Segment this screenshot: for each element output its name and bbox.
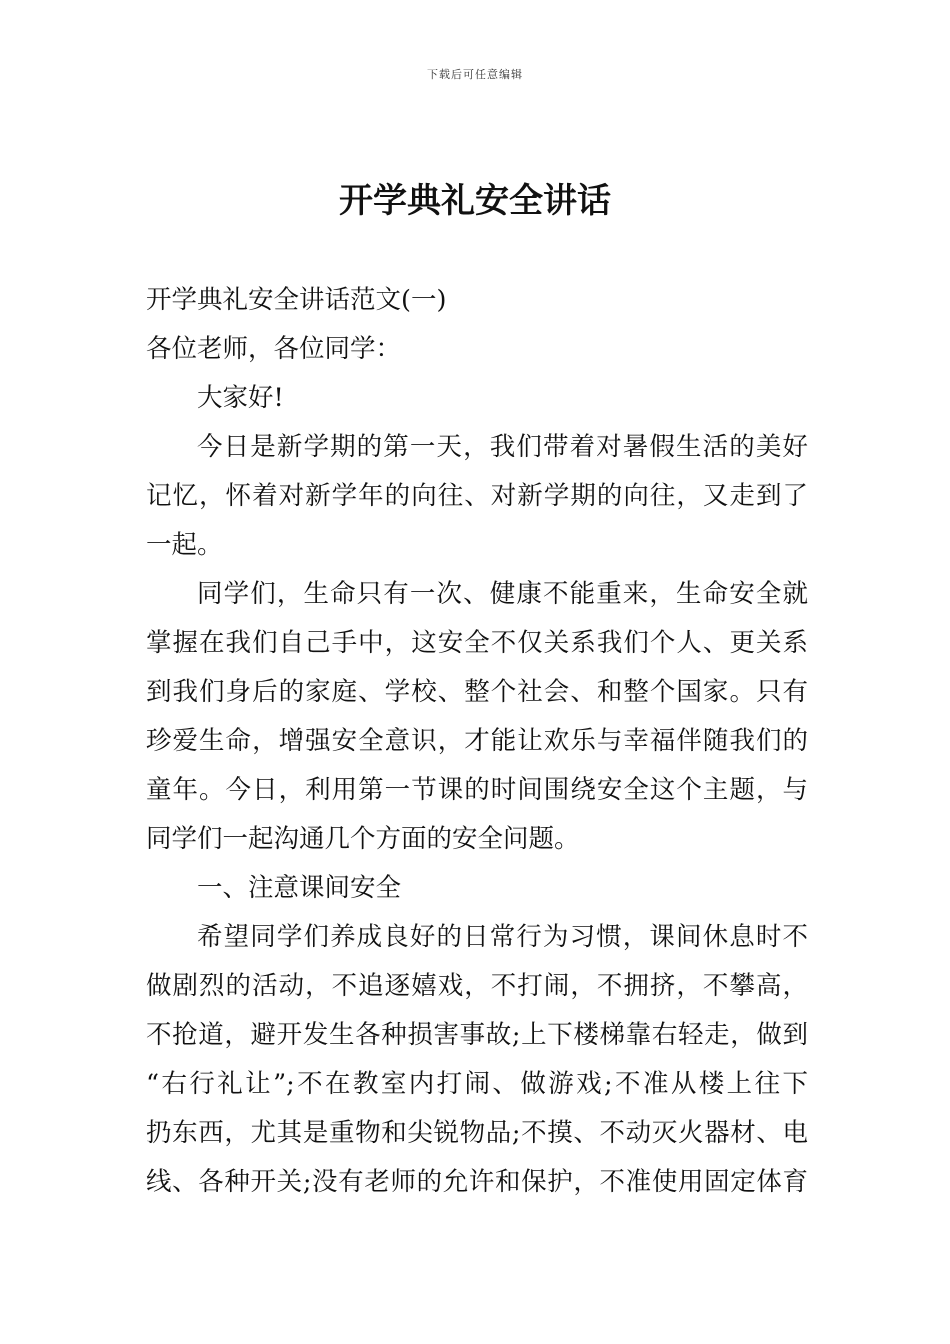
- body-line: “右行礼让”;不在教室内打闹、做游戏;不准从楼上往下: [146, 1069, 808, 1099]
- body-line: 今日是新学期的第一天，我们带着对暑假生活的美好: [197, 432, 808, 462]
- body-line: 同学们，生命只有一次、健康不能重来，生命安全就: [197, 579, 808, 609]
- body-line: 扔东西，尤其是重物和尖锐物品;不摸、不动灭火器材、电: [146, 1118, 808, 1148]
- body-line: 童年。今日，利用第一节课的时间围绕安全这个主题，与: [146, 775, 808, 805]
- greeting-line: 大家好!: [197, 383, 284, 413]
- body-line: 一起。: [146, 530, 223, 560]
- body-line: 不抢道，避开发生各种损害事故;上下楼梯靠右轻走，做到: [146, 1020, 808, 1050]
- body-line: 希望同学们养成良好的日常行为习惯，课间休息时不: [197, 922, 808, 952]
- body-line: 记忆，怀着对新学年的向往、对新学期的向往，又走到了: [146, 481, 808, 511]
- document-title: 开学典礼安全讲话: [339, 181, 611, 221]
- subtitle-line: 开学典礼安全讲话范文(一): [146, 285, 447, 315]
- body-line: 到我们身后的家庭、学校、整个社会、和整个国家。只有: [146, 677, 808, 707]
- header-note: 下载后可任意编辑: [427, 68, 523, 81]
- document-body: [146, 276, 808, 1207]
- body-line: 珍爱生命，增强安全意识，才能让欢乐与幸福伴随我们的: [146, 726, 808, 756]
- body-line: 掌握在我们自己手中，这安全不仅关系我们个人、更关系: [146, 628, 808, 658]
- body-line: 线、各种开关;没有老师的允许和保护，不准使用固定体育: [146, 1167, 808, 1197]
- salutation-line: 各位老师，各位同学：: [146, 334, 402, 364]
- section-heading: 一、注意课间安全: [197, 873, 402, 903]
- body-line: 做剧烈的活动，不追逐嬉戏，不打闹，不拥挤，不攀高，: [146, 971, 808, 1001]
- body-line: 同学们一起沟通几个方面的安全问题。: [146, 824, 580, 854]
